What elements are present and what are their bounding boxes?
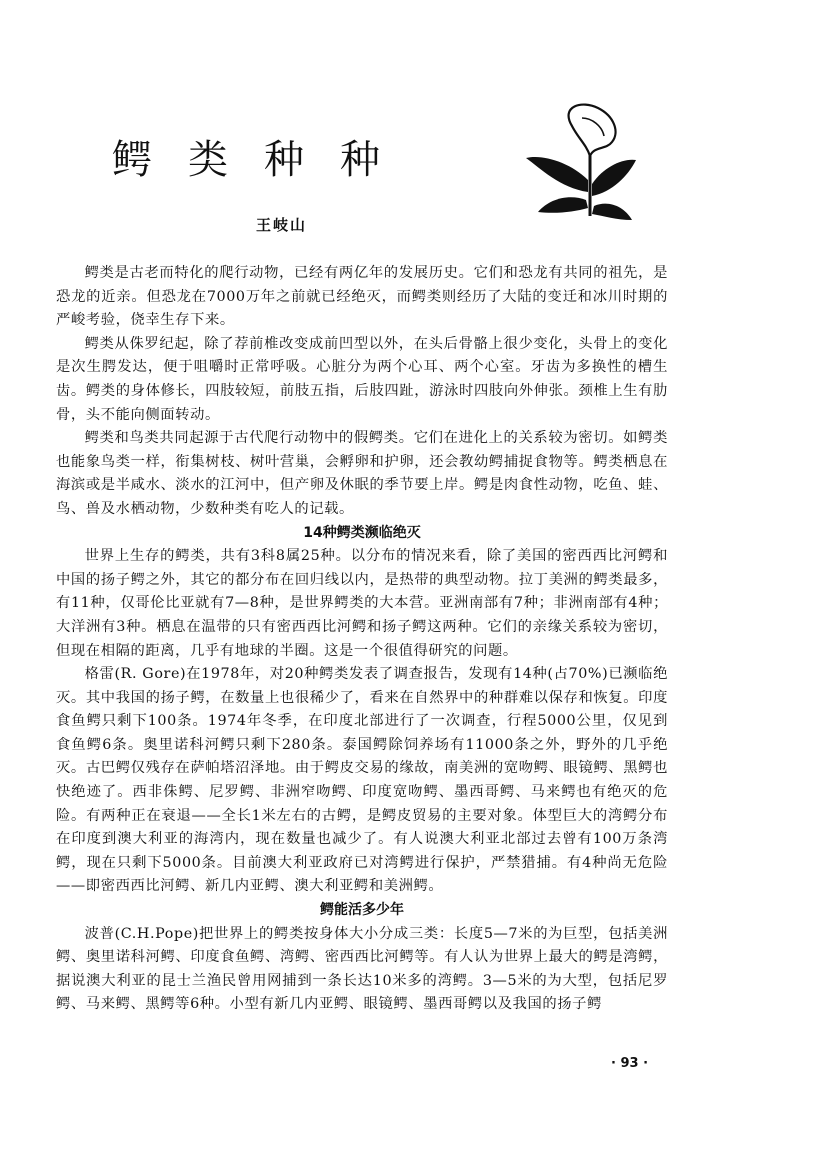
endangered-paragraph-1: 世界上生存的鳄类，共有3科8属25种。以分布的情况来看，除了美国的密西西比河鳄和中国的扬子鳄之外，其它的都分布在回归线以内，是热带的典型动物。拉丁美洲的鳄类最多，有11种，仅哥伦比亚就有7—8种，是世界鳄类的大本营。亚洲南部有7种；非洲南部有4种；大洋洲有3种。栖息在温带的只有密西西比河鳄和扬子鳄这两种。它们的亲缘关系较为密切，但现在相隔的距离，几乎有地球的半圈。这是一个很值得研究的问题。 xyxy=(56,548,668,659)
article-title: 鳄类种种 xyxy=(112,137,416,183)
intro-paragraph-1: 鳄类是古老而特化的爬行动物，已经有两亿年的发展历史。它们和恐龙有共同的祖先，是恐龙的近亲。但恐龙在7000万年之前就已经绝灭，而鳄类则经历了大陆的变迁和冰川时期的严峻考验，侥幸生存下来。 xyxy=(56,265,668,329)
page-number: · 93 · xyxy=(611,1056,649,1071)
section-heading-endangered: 14种鳄类濒临绝灭 xyxy=(303,524,421,541)
article-body xyxy=(56,262,668,1017)
lifespan-paragraph-1: 波普(C.H.Pope)把世界上的鳄类按身体大小分成三类：长度5—7米的为巨型，包括美洲鳄、奥里诺科河鳄、印度食鱼鳄、湾鳄、密西西比河鳄等。有人认为世界上最大的鳄是湾鳄，据说澳大利亚的昆士兰渔民曾用网捕到一条长达10米多的湾鳄。3—5米的为大型，包括尼罗鳄、马来鳄、黑鳄等6种。小型有新几内亚鳄、眼镜鳄、墨西哥鳄以及我国的扬子鳄 xyxy=(56,925,668,1013)
intro-paragraph-3: 鳄类和鸟类共同起源于古代爬行动物中的假鳄类。它们在进化上的关系较为密切。如鳄类也能象鸟类一样，衔集树枝、树叶营巢，会孵卵和护卵，还会教幼鳄捕捉食物等。鳄类栖息在海滨或是半咸水、淡水的江河中，但产卵及休眠的季节要上岸。鳄是肉食性动物，吃鱼、蛙、鸟、兽及水栖动物，少数种类有吃人的记载。 xyxy=(56,430,668,517)
calla-lily-icon xyxy=(520,96,640,226)
intro-paragraph-2: 鳄类从侏罗纪起，除了荐前椎改变成前凹型以外，在头后骨骼上很少变化，头骨上的变化是次生腭发达，便于咀嚼时正常呼吸。心脏分为两个心耳、两个心室。牙齿为多换性的槽生齿。鳄类的身体修长，四肢较短，前肢五指，后肢四趾，游泳时四肢向外伸张。颈椎上生有肋骨，头不能向侧面转动。 xyxy=(56,335,668,423)
article-author: 王岐山 xyxy=(256,216,308,234)
section-heading-lifespan: 鳄能活多少年 xyxy=(320,902,404,919)
endangered-paragraph-2: 格雷(R. Gore)在1978年，对20种鳄类发表了调查报告，发现有14种(占70%)已濒临绝灭。其中我国的扬子鳄，在数量上也很稀少了，看来在自然界中的种群难以保存和恢复。印度食鱼鳄只剩下100条。1974年冬季，在印度北部进行了一次调查，行程5000公里，仅见到食鱼鳄6条。奥里诺科河鳄只剩下280条。泰国鳄除饲养场有11000条之外，野外的几乎绝灭。古巴鳄仅残存在萨帕塔沼泽地。由于鳄皮交易的缘故，南美洲的宽吻鳄、眼镜鳄、黑鳄也快绝迹了。西非侏鳄、尼罗鳄、非洲窄吻鳄、印度宽吻鳄、墨西哥鳄、马来鳄也有绝灭的危险。有两种正在衰退——全长1米左右的古鳄，是鳄皮贸易的主要对象。体型巨大的湾鳄分布在印度到澳大利亚的海湾内，现在数量也减少了。有人说澳大利亚北部过去曾有100万条湾鳄，现在只剩下5000条。目前澳大利亚政府已对湾鳄进行保护，严禁猎捕。有4种尚无危险——即密西西比河鳄、新几内亚鳄、澳大利亚鳄和美洲鳄。 xyxy=(56,666,668,895)
